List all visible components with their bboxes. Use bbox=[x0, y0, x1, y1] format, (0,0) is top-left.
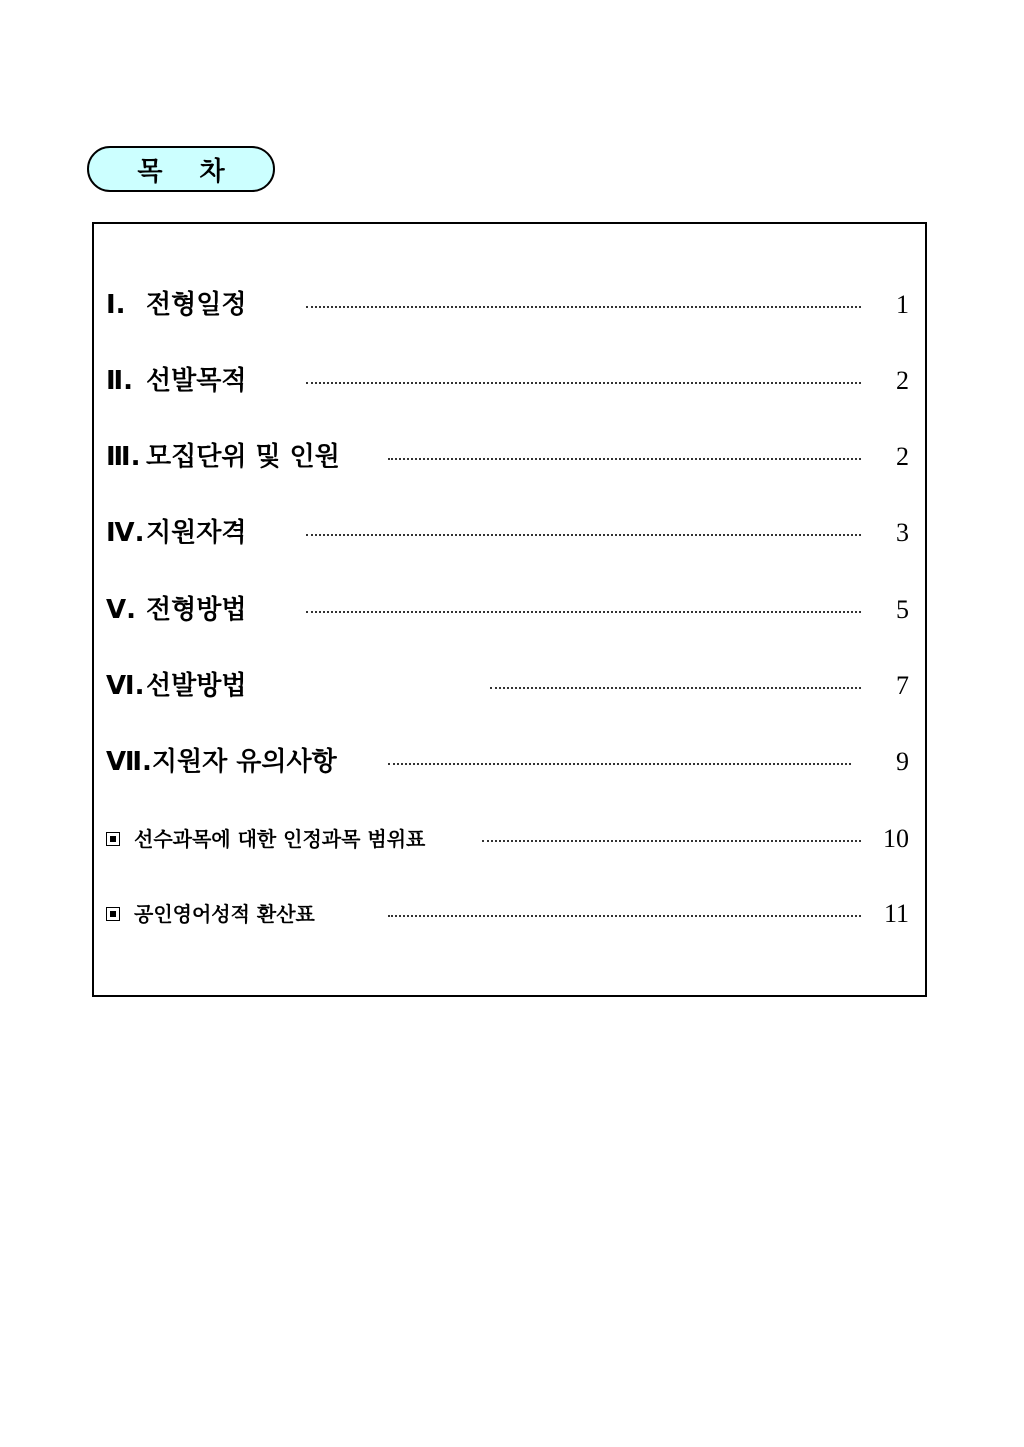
toc-appendix-item[interactable] bbox=[94, 819, 925, 859]
toc-item-title: 공인영어성적 환산표 bbox=[134, 902, 315, 926]
toc-item[interactable] bbox=[94, 361, 925, 401]
toc-item-numeral: Ⅴ. bbox=[106, 595, 136, 625]
toc-title-badge bbox=[87, 146, 275, 192]
toc-item-title: 선발목적 bbox=[146, 366, 247, 396]
toc-leader-dots bbox=[490, 687, 861, 689]
toc-item-numeral: Ⅲ. bbox=[106, 442, 141, 472]
toc-item-numeral: Ⅱ. bbox=[106, 366, 134, 396]
toc-item-label bbox=[106, 513, 246, 553]
toc-item-page: 2 bbox=[896, 366, 909, 395]
toc-leader-dots bbox=[306, 382, 861, 384]
toc-item-label bbox=[106, 361, 246, 401]
toc-item[interactable] bbox=[94, 590, 925, 630]
square-bullet-icon bbox=[106, 832, 120, 846]
toc-item-label bbox=[106, 666, 246, 706]
toc-item-title: 지원자 유의사항 bbox=[151, 747, 337, 777]
toc-leader-dots bbox=[388, 458, 861, 460]
toc-box bbox=[92, 222, 927, 997]
toc-item-page: 3 bbox=[896, 518, 909, 547]
toc-item-label bbox=[106, 742, 337, 782]
toc-item[interactable] bbox=[94, 437, 925, 477]
toc-item-page: 7 bbox=[896, 671, 909, 700]
toc-appendix-item[interactable] bbox=[94, 894, 925, 934]
toc-item-page: 9 bbox=[896, 747, 909, 776]
toc-item-page: 1 bbox=[896, 290, 909, 319]
toc-item-label bbox=[106, 819, 425, 859]
toc-item-label bbox=[106, 894, 315, 934]
toc-item-numeral: Ⅳ. bbox=[106, 518, 145, 548]
toc-leader-dots bbox=[306, 534, 861, 536]
toc-leader-dots bbox=[306, 611, 861, 613]
toc-item-title: 선발방법 bbox=[146, 671, 247, 701]
toc-leader-dots bbox=[482, 840, 861, 842]
toc-item[interactable] bbox=[94, 666, 925, 706]
toc-item-numeral: Ⅶ. bbox=[106, 747, 152, 777]
toc-item-page: 5 bbox=[896, 595, 909, 624]
toc-item-numeral: Ⅰ. bbox=[106, 290, 126, 320]
toc-leader-dots bbox=[388, 763, 851, 765]
square-bullet-icon bbox=[106, 907, 120, 921]
toc-item-title: 전형방법 bbox=[146, 595, 247, 625]
toc-item-numeral: Ⅵ. bbox=[106, 671, 145, 701]
toc-item-title: 선수과목에 대한 인정과목 범위표 bbox=[134, 827, 426, 851]
toc-item-title: 지원자격 bbox=[146, 518, 247, 548]
toc-item-page: 2 bbox=[896, 442, 909, 471]
toc-leader-dots bbox=[306, 306, 861, 308]
toc-item-title: 전형일정 bbox=[146, 290, 247, 320]
toc-item[interactable] bbox=[94, 513, 925, 553]
toc-item[interactable] bbox=[94, 285, 925, 325]
toc-item-page: 11 bbox=[883, 899, 909, 928]
toc-item-label bbox=[106, 285, 246, 325]
toc-leader-dots bbox=[388, 915, 861, 917]
toc-item-label bbox=[106, 590, 246, 630]
page-title: 목 차 bbox=[137, 156, 239, 187]
toc-item[interactable] bbox=[94, 742, 925, 782]
toc-item-title: 모집단위 및 인원 bbox=[146, 442, 340, 472]
toc-item-page: 10 bbox=[883, 824, 909, 853]
toc-item-label bbox=[106, 437, 340, 477]
